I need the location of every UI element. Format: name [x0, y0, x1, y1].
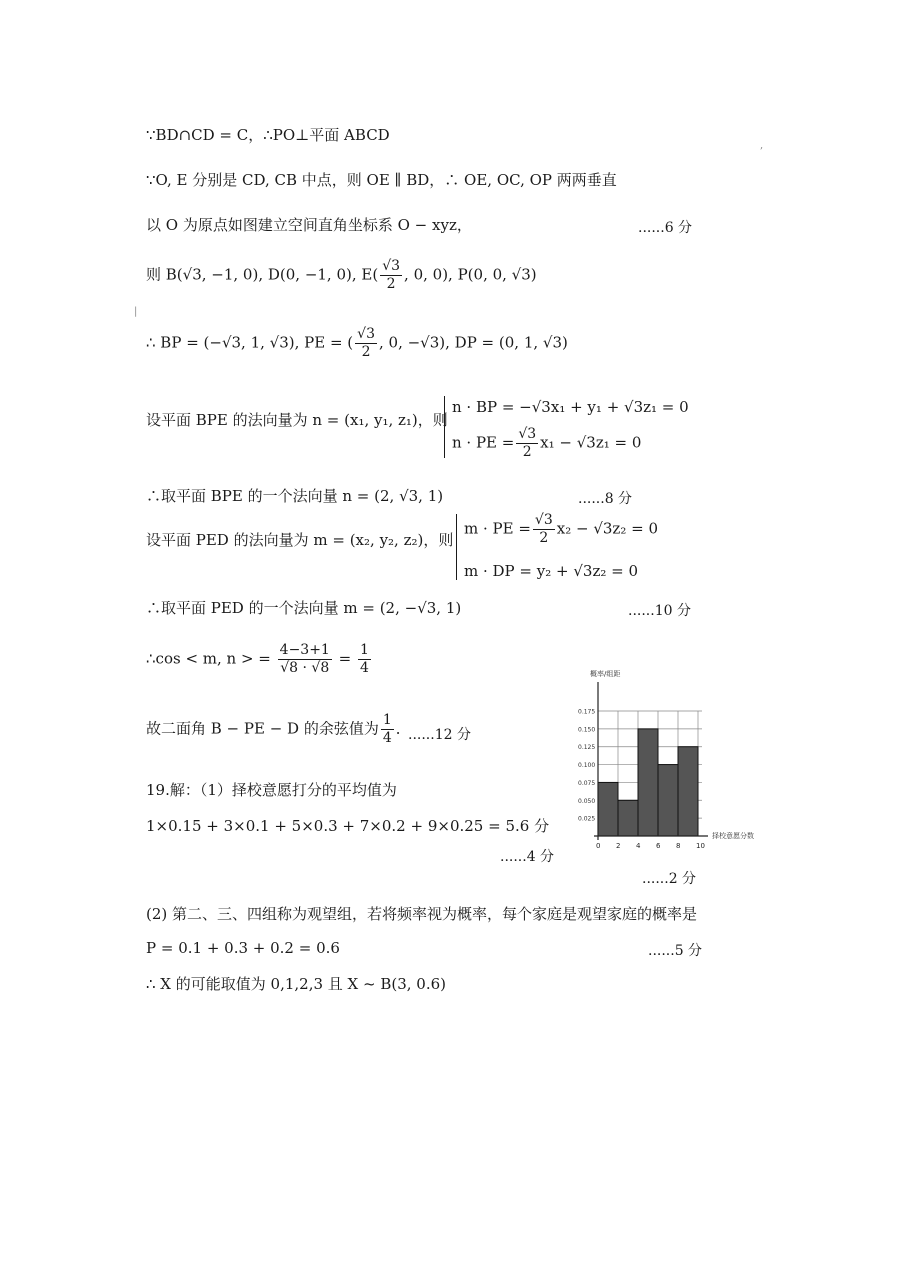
- line-normal-n-setup: 设平面 BPE 的法向量为 n = (x₁, y₁, z₁)，则: [146, 411, 448, 429]
- line-normal-m-setup: 设平面 PED 的法向量为 m = (x₂, y₂, z₂)，则: [146, 531, 454, 549]
- y-tick-label-4: 0.125: [578, 744, 596, 752]
- y-tick-label-5: 0.150: [578, 726, 596, 734]
- y-tick-label-0: 0.025: [578, 815, 596, 823]
- line-mean-calculation: 1×0.15 + 3×0.1 + 5×0.3 + 7×0.2 + 9×0.25 = 5.6 分: [146, 817, 550, 835]
- line-dihedral-answer: 故二面角 B − PE − D 的余弦值为 $\frac{1}{4}$ ．: [146, 712, 411, 746]
- x-axis-label: 择校意愿分数: [712, 832, 754, 840]
- score-6: ......6 分: [638, 220, 693, 236]
- line-q19-heading: 19.解：（1）择校意愿打分的平均值为: [146, 781, 397, 799]
- line-intersection-perpendicular: ∵BD∩CD = C，∴PO⊥平面 ABCD: [146, 126, 390, 144]
- line-cosine: ∴cos < m, n > = $\frac{4-3+1}{√8 \cdot √8}$ = $\frac{1}{4}$: [146, 642, 369, 676]
- x-tick-label-3: 6: [656, 842, 661, 850]
- x-tick-label-0: 0: [596, 842, 601, 850]
- eq-m-pe: m · PE = $\frac{√3}{2}$ x₂ − √3z₂ = 0: [464, 512, 658, 546]
- histogram-bar-4: [678, 747, 698, 836]
- eq-n-bp: n · BP = −√3x₁ + y₁ + √3z₁ = 0: [452, 398, 689, 416]
- y-tick-label-2: 0.075: [578, 779, 596, 787]
- y-tick-label-6: 0.175: [578, 708, 596, 716]
- line-vectors: ∴ BP = (−√3, 1, √3), PE = ( $\frac{√3}{2}$ , 0, −√3), DP = (0, 1, √3): [146, 326, 568, 360]
- y-axis-label: 概率/组距: [590, 670, 621, 678]
- y-tick-label-3: 0.100: [578, 762, 596, 770]
- brace-system-m: [456, 514, 457, 580]
- line-normal-n-result: ∴取平面 BPE 的一个法向量 n = (2, √3, 1): [146, 487, 444, 505]
- line-probability: P = 0.1 + 0.3 + 0.2 = 0.6: [146, 939, 340, 957]
- histogram-chart: [572, 664, 762, 879]
- score-10: ......10 分: [628, 603, 691, 619]
- score-4: ......4 分: [500, 849, 555, 865]
- x-tick-label-5: 10: [696, 842, 705, 850]
- x-tick-label-2: 4: [636, 842, 641, 850]
- eq-m-dp: m · DP = y₂ + √3z₂ = 0: [464, 562, 639, 580]
- score-12: ......12 分: [408, 727, 471, 743]
- scan-mark-left: |: [134, 306, 138, 317]
- line-normal-m-result: ∴取平面 PED 的一个法向量 m = (2, −√3, 1): [146, 599, 462, 617]
- histogram-bar-0: [598, 782, 618, 836]
- line-coordinate-system: 以 O 为原点如图建立空间直角坐标系 O − xyz，: [146, 216, 472, 234]
- x-tick-label-4: 8: [676, 842, 681, 850]
- line-midpoints-perpendicular: ∵O, E 分别是 CD, CB 中点，则 OE ∥ BD，∴ OE, OC, OP 两两垂直: [146, 171, 617, 189]
- histogram-bar-2: [638, 729, 658, 836]
- line-binomial: ∴ X 的可能取值为 0,1,2,3 且 X ~ B(3, 0.6): [146, 975, 446, 993]
- score-8: ......8 分: [578, 491, 633, 507]
- line-watch-group: (2) 第二、三、四组称为观望组，若将频率视为概率，每个家庭是观望家庭的概率是: [146, 905, 698, 923]
- score-5: ......5 分: [648, 943, 703, 959]
- y-tick-label-1: 0.050: [578, 797, 596, 805]
- line-point-coordinates: 则 B(√3, −1, 0), D(0, −1, 0), E( $\frac{√3}{2}$ , 0, 0), P(0, 0, √3): [146, 258, 537, 292]
- eq-n-pe: n · PE = $\frac{√3}{2}$ x₁ − √3z₁ = 0: [452, 426, 642, 460]
- brace-system-n: [444, 396, 445, 458]
- histogram-bar-1: [618, 800, 638, 836]
- histogram-bar-3: [658, 765, 678, 836]
- x-tick-label-1: 2: [616, 842, 621, 850]
- scan-mark: ,: [760, 140, 764, 151]
- score-2: ......2 分: [642, 871, 697, 887]
